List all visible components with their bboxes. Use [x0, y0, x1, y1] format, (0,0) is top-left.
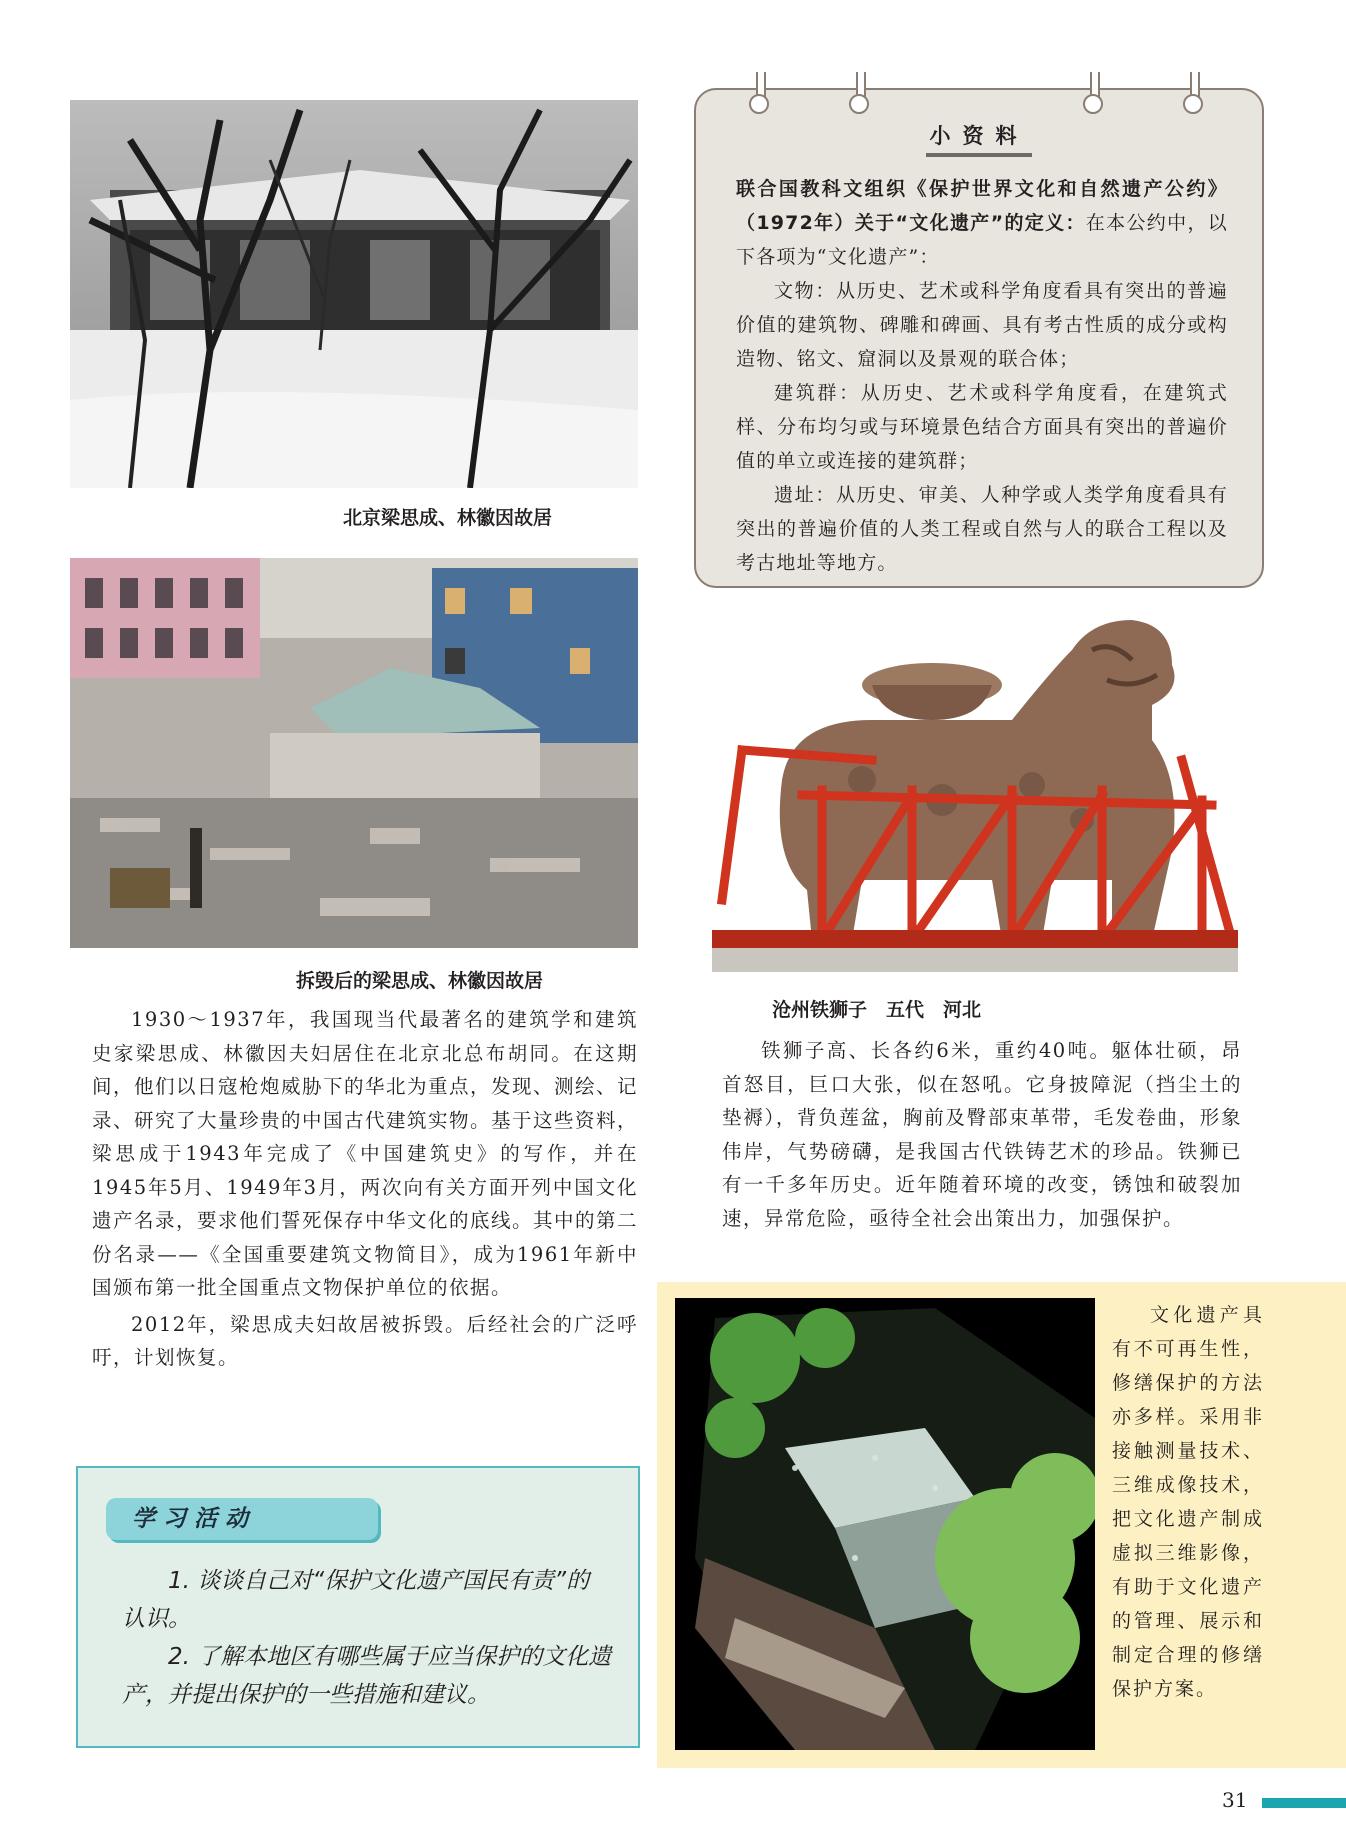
study-activity-title: 学习活动: [106, 1498, 378, 1540]
activity-item: 2. 了解本地区有哪些属于应当保护的文化遗产，并提出保护的一些措施和建议。: [122, 1644, 612, 1708]
info-lead-tail: 在本公约中，以下各项为“文化遗产”：: [736, 212, 1228, 268]
demolished-residence-photo: [70, 558, 638, 948]
title-underline: [926, 153, 1032, 157]
study-activity-box: [76, 1466, 640, 1748]
former-residence-photo: [70, 100, 638, 488]
info-item: 遗址：从历史、审美、人种学或人类学角度看具有突出的普遍价值的人类工程或自然与人的联合工程以及考古地址等地方。: [736, 484, 1228, 574]
sidebar-note-paragraph: 文化遗产具有不可再生性，修缮保护的方法亦多样。采用非接触测量技术、三维成像技术，把文化遗产制成虚拟三维影像，有助于文化遗产的管理、展示和制定合理的修缮保护方案。: [1112, 1304, 1264, 1700]
left-paragraph: 2012年，梁思成夫妇故居被拆毁。后经社会的广泛呼吁，计划恢复。: [92, 1312, 638, 1369]
binder-ring-icon: [1180, 72, 1206, 114]
binder-ring-icon: [1080, 72, 1106, 114]
sidebar-note-text: [1112, 1298, 1264, 1706]
binder-ring-icon: [746, 72, 772, 114]
3d-scan-image: [675, 1298, 1095, 1750]
info-item: 建筑群：从历史、艺术或科学角度看，在建筑式样、分布均匀或与环境景色结合方面具有突出的普遍价值的单立或连接的建筑群；: [736, 382, 1228, 472]
demolished-residence-caption: 拆毁后的梁思成、林徽因故居: [296, 970, 544, 992]
iron-lion-caption: 沧州铁狮子 五代 河北: [772, 999, 982, 1021]
page-number: 31: [1222, 1788, 1248, 1812]
study-activity-body: [122, 1562, 612, 1714]
iron-lion-photo: [712, 610, 1238, 972]
activity-item: 1. 谈谈自己对“保护文化遗产国民有责”的认识。: [122, 1568, 590, 1632]
left-paragraph: 1930～1937年，我国现当代最著名的建筑学和建筑史家梁思成、林徽因夫妇居住在北京北总布胡同。在这期间，他们以日寇枪炮威胁下的华北为重点，发现、测绘、记录、研究了大量珍贵的中国古代建筑实物。基于这些资料，梁思成于1943年完成了《中国建筑史》的写作，并在1945年5月、1949年3月，两次向有关方面开列中国文化遗产名录，要求他们誓死保存中华文化的底线。其中的第二份名录——《全国重要建筑文物简目》，成为1961年新中国颁布第一批全国重点文物保护单位的依据。: [92, 1008, 639, 1299]
info-box-body: [736, 172, 1228, 580]
lion-paragraph: 铁狮子高、长各约6米，重约40吨。躯体壮硕，昂首怒目，巨口大张，似在怒吼。它身披障泥（挡尘土的垫褥），背负莲盆，胸前及臀部束革带，毛发卷曲，形象伟岸，气势磅礴，是我国古代铁铸艺术的珍品。铁狮已有一千多年历史。近年随着环境的改变，锈蚀和破裂加速，异常危险，亟待全社会出策出力，加强保护。: [722, 1039, 1242, 1230]
page-number-bar: [1262, 1798, 1346, 1808]
binder-ring-icon: [846, 72, 872, 114]
info-box: [694, 88, 1264, 588]
former-residence-caption: 北京梁思成、林徽因故居: [343, 507, 553, 529]
info-lead: 联合国教科文组织《保护世界文化和自然遗产公约》（1972年）关于“文化遗产”的定义：: [736, 178, 1228, 234]
left-body-text: [92, 1003, 638, 1375]
info-item: 文物：从历史、艺术或科学角度看具有突出的普遍价值的建筑物、碑雕和碑画、具有考古性质的成分或构造物、铭文、窟洞以及景观的联合体；: [736, 280, 1228, 370]
info-box-title: 小资料: [929, 124, 1029, 148]
lion-body-text: [722, 1034, 1242, 1235]
